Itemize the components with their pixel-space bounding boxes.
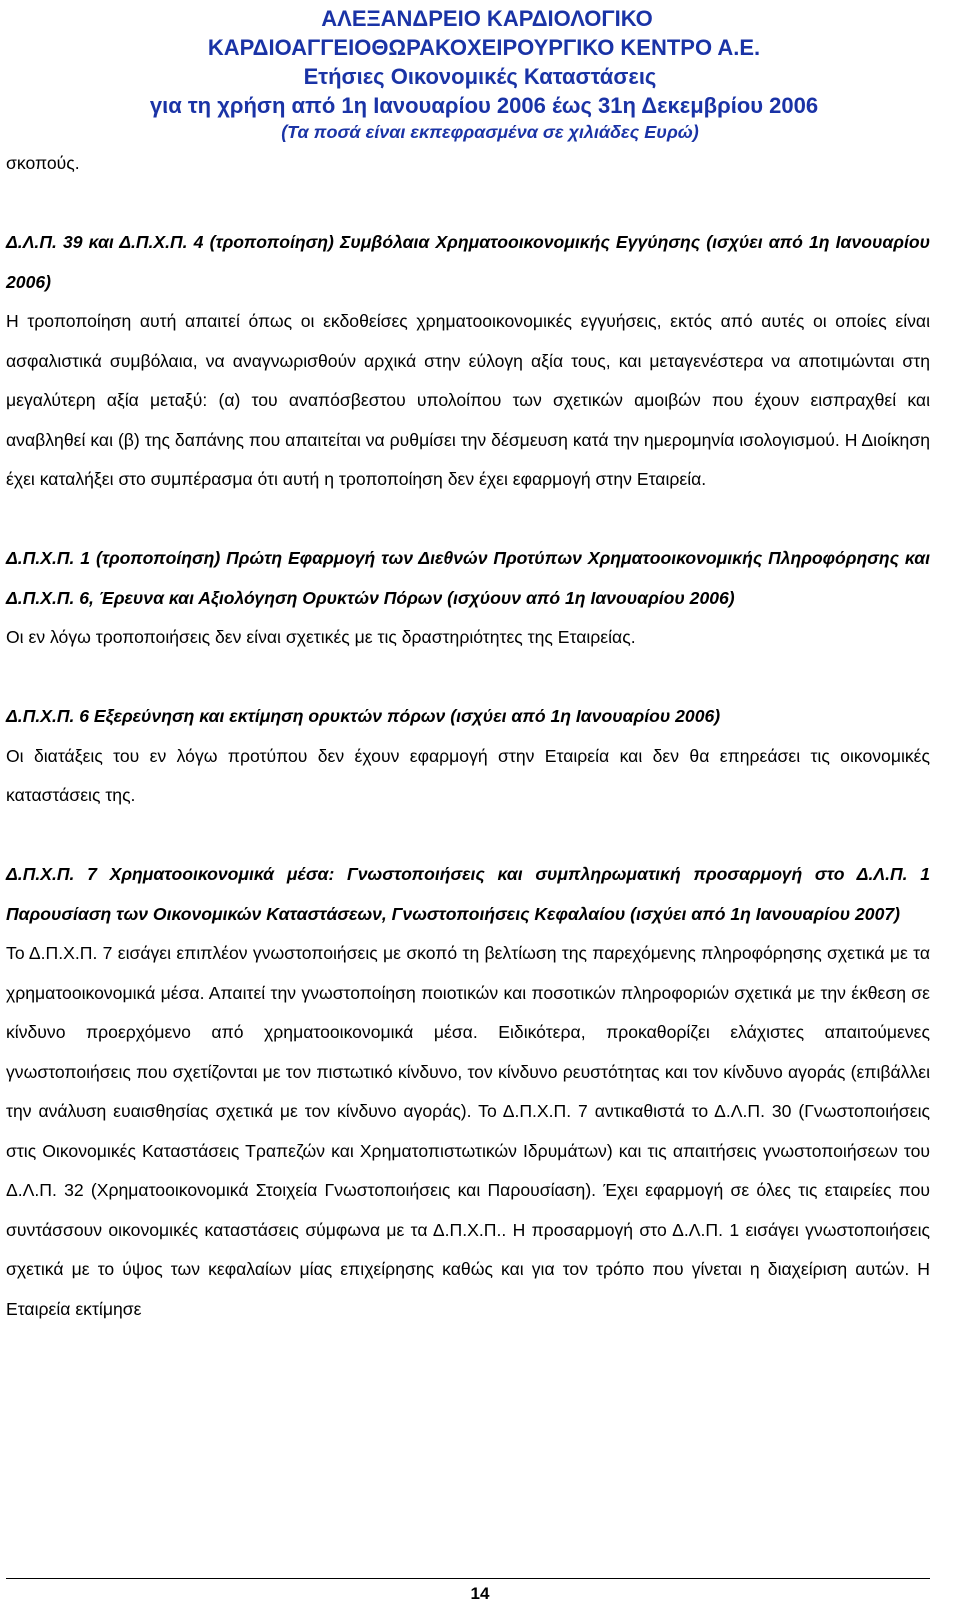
section-heading-ifrs7: Δ.Π.Χ.Π. 7 Χρηματοοικονομικά μέσα: Γνωστοποιήσεις και συμπληρωματική προσαρμογή στο Δ.Λ.Π. 1 Παρουσίαση των Οικονομικών Καταστάσεων, Γνωστοποιήσεις Κεφαλαίου (ισχύει από 1η Ιανουαρίου 2007) — [6, 864, 930, 924]
section-text-ifrs7: Το Δ.Π.Χ.Π. 7 εισάγει επιπλέον γνωστοποιήσεις με σκοπό τη βελτίωση της παρεχόμενης πληροφόρησης σχετικά με τα χρηματοοικονομικά μέσα. Απαιτεί την γνωστοποίηση ποιοτικών και ποσοτικών πληροφοριών σχετικά με την έκθεση σε κίνδυνο προερχόμενο από χρηματοοικονομικά μέσα. Ειδικότερα, προκαθορίζει ελάχιστες απαιτούμενες γνωστοποιήσεις που σχετίζονται με τον πιστωτικό κίνδυνο, τον κίνδυνο ρευστότητας και τον κίνδυνο αγοράς (επιβάλλει την ανάλυση ευαισθησίας σχετικά με τον κίνδυνο αγοράς). Το Δ.Π.Χ.Π. 7 αντικαθιστά το Δ.Λ.Π. 30 (Γνωστοποιήσεις στις Οικονομικές Καταστάσεις Τραπεζών και Χρηματοπιστωτικών Ιδρυμάτων) και τις απαιτήσεις γνωστοποιήσεων του Δ.Λ.Π. 32 (Χρηματοοικονομικά Στοιχεία Γνωστοποιήσεις και Παρουσίαση). Έχει εφαρμογή σε όλες τις εταιρείες που συντάσσουν οικονομικές καταστάσεις σύμφωνα με τα Δ.Π.Χ.Π.. Η προσαρμογή στο Δ.Λ.Π. 1 εισάγει γνωστοποιήσεις σχετικά με το ύψος των κεφαλαίων μίας επιχείρησης καθώς και για τον τρόπο που γίνεται η διαχείριση αυτών. Η Εταιρεία εκτίμησε — [6, 943, 930, 1319]
document-body — [6, 144, 930, 1329]
section-text-ifrs1-ifrs6: Οι εν λόγω τροποποιήσεις δεν είναι σχετικές με τις δραστηριότητες της Εταιρείας. — [6, 627, 636, 647]
section-heading-ifrs1-ifrs6: Δ.Π.Χ.Π. 1 (τροποποίηση) Πρώτη Εφαρμογή των Διεθνών Προτύπων Χρηματοοικονομικής Πληροφόρησης και Δ.Π.Χ.Π. 6, Έρευνα και Αξιολόγηση Ορυκτών Πόρων (ισχύουν από 1η Ιανουαρίου 2006) — [6, 548, 930, 608]
spacer — [6, 816, 930, 856]
section-heading-ifrs6: Δ.Π.Χ.Π. 6 Εξερεύνηση και εκτίμηση ορυκτών πόρων (ισχύει από 1η Ιανουαρίου 2006) — [6, 706, 721, 726]
company-name-line1: ΑΛΕΞΑΝΔΡΕΙΟ ΚΑΡΔΙΟΛΟΓΙΚΟ — [321, 6, 653, 31]
spacer — [6, 500, 930, 540]
report-period: για τη χρήση από 1η Ιανουαρίου 2006 έως 31η Δεκεμβρίου 2006 — [149, 93, 819, 118]
section-heading-ias39-ifrs4: Δ.Λ.Π. 39 και Δ.Π.Χ.Π. 4 (τροποποίηση) Συμβόλαια Χρηματοοικονομικής Εγγύησης (ισχύει από 1η Ιανουαρίου 2006) — [6, 232, 930, 292]
report-title: Ετήσιες Οικονομικές Καταστάσεις — [303, 64, 657, 89]
section-text-ifrs6: Οι διατάξεις του εν λόγω προτύπου δεν έχουν εφαρμογή στην Εταιρεία και δεν θα επηρεάσει τις οικονομικές καταστάσεις της. — [6, 745, 930, 805]
report-header — [0, 4, 960, 144]
page-number: 14 — [470, 1584, 490, 1603]
section-text-ias39-ifrs4: Η τροποποίηση αυτή απαιτεί όπως οι εκδοθείσες χρηματοοικονομικές εγγυήσεις, εκτός από αυτές οι οποίες είναι ασφαλιστικά συμβόλαια, να αναγνωρισθούν αρχικά στην εύλογη αξία τους, και μεταγενέστερα να αποτιμώνται στη μεγαλύτερη αξία μεταξύ: (α) του αναπόσβεστου υπολοίπου των σχετικών αμοιβών που έχουν εισπραχθεί και αναβληθεί και (β) της δαπάνης που απαιτείται να ρυθμίσει την δέσμευση κατά την ημερομηνία ισολογισμού. Η Διοίκηση έχει καταλήξει στο συμπέρασμα ότι αυτή η τροποποίηση δεν έχει εφαρμογή στην Εταιρεία. — [6, 311, 930, 489]
footer-divider — [6, 1578, 930, 1579]
company-name-line2: ΚΑΡΔΙΟΑΓΓΕΙΟΘΩΡΑΚΟΧΕΙΡΟΥΡΓΙΚΟ ΚΕΝΤΡΟ Α.Ε. — [207, 35, 761, 60]
currency-note: (Τα ποσά είναι εκπεφρασμένα σε χιλιάδες Ευρώ) — [281, 122, 699, 142]
spacer — [6, 658, 930, 698]
continuation-text: σκοπούς. — [6, 153, 80, 173]
spacer — [6, 184, 930, 224]
